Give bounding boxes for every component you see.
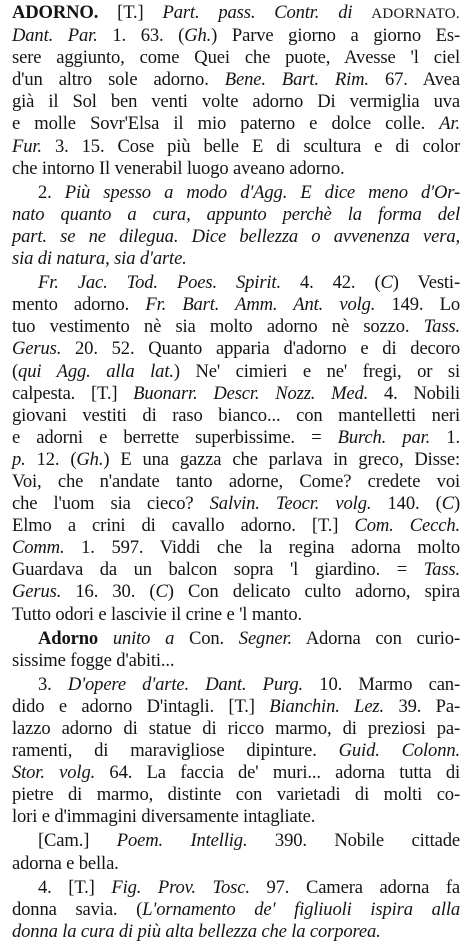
text-line — [12, 921, 460, 943]
italic-text: Tass. — [423, 559, 460, 581]
paragraph-sense-4 — [12, 877, 460, 943]
italic-text: Fr. Bart. Amm. Ant. volg. — [145, 294, 376, 316]
text-line — [12, 762, 460, 784]
text-line — [12, 515, 460, 537]
text-line — [12, 493, 460, 515]
text-line — [12, 604, 460, 626]
italic-text: Gerus. — [12, 581, 62, 603]
text-run: e adorni e berrette superbissime. = — [12, 426, 338, 448]
text-run: 4. 42. ( — [280, 272, 381, 294]
italic-text: C — [155, 581, 168, 603]
italic-text: Com. Cecch. — [354, 515, 460, 537]
text-line — [12, 136, 460, 158]
italic-text: Buonarr. Descr. Nozz. Med. — [133, 382, 369, 404]
italic-text: nato quanto a cura, appunto perchè la forma del — [12, 203, 460, 225]
text-run: e molle Sovr'Elsa il mio paterno e dolce colle. — [12, 113, 440, 135]
italic-text: Comm. — [12, 537, 65, 559]
text-run: tuo vestimento nè sia molto adorno nè sozzo. — [12, 316, 424, 338]
text-run: calpesta. [T.] — [12, 382, 134, 404]
text-run: 67. Avea — [368, 69, 461, 91]
italic-text: Guid. Colonn. — [338, 740, 460, 762]
italic-text: Burch. par. — [337, 426, 431, 448]
text-line — [12, 784, 460, 806]
text-line — [12, 405, 460, 427]
text-run: 1. 63. ( — [112, 25, 185, 47]
text-run: mento adorno. — [12, 294, 146, 316]
text-run: [Cam.] — [38, 830, 117, 852]
text-run: 1. — [430, 426, 460, 448]
text-run: [T.] — [98, 2, 163, 23]
text-run: donna savia. ( — [12, 898, 143, 920]
text-run: ) Con delicato culto adorno, spira — [167, 581, 460, 603]
text-run: Voi, che n'andate tanto adorne, Come? credete voi — [12, 470, 460, 492]
text-line — [12, 361, 460, 383]
text-line — [12, 674, 460, 696]
text-run: Con. — [174, 627, 239, 649]
text-line — [12, 294, 460, 316]
text-run: Guardava da un balcon sopra 'l giardino. = — [12, 559, 424, 581]
text-run: 4. Nobili — [368, 382, 460, 404]
text-line — [12, 899, 460, 921]
text-run: dido e adorno D'intagli. [T.] — [12, 695, 270, 717]
text-run: 20. 52. Quanto appariа d'adorno e di decoro — [61, 338, 460, 360]
italic-text: part. se ne dilegua. Dice bellezza o avvenenza vera, — [12, 225, 460, 247]
text-run: 3. — [38, 673, 68, 695]
text-run: 97. Camera adorna fa — [249, 876, 460, 898]
text-run: 149. Lo — [375, 294, 460, 316]
bold-headword: ADORNO. — [12, 2, 99, 23]
text-line — [12, 537, 460, 559]
italic-text: Fig. Prov. Tosc. — [111, 876, 250, 898]
text-line — [12, 226, 460, 248]
italic-text: Salvin. Teocr. volg. — [209, 493, 372, 515]
italic-text: Tass. — [423, 316, 460, 338]
text-run: 1. 597. Viddi che la regina adorna molto — [64, 537, 460, 559]
text-run: Elmo a crini di cavallo adorno. [T.] — [12, 515, 355, 537]
italic-text: sia di natura, sia d'arte. — [12, 248, 187, 270]
text-run: ) Ne' cimieri e ne' fregi, or si — [173, 360, 460, 382]
text-run: d'un altro sole adorno. — [12, 69, 225, 91]
text-line — [12, 650, 460, 672]
text-run: adorna e bella. — [12, 852, 119, 874]
text-line — [12, 853, 460, 875]
text-run: ) — [453, 493, 461, 515]
text-line — [12, 47, 460, 69]
text-line — [12, 383, 460, 405]
text-run: 16. 30. ( — [61, 581, 156, 603]
text-line — [12, 696, 460, 718]
small-caps-text: ADORNATO. — [371, 6, 460, 22]
text-run: 3. 15. Cose più belle E di scultura e di color — [41, 135, 460, 157]
italic-text: C — [441, 493, 454, 515]
text-line — [12, 471, 460, 493]
text-run: lori e d'immagini diversamente intagliate. — [12, 806, 316, 828]
paragraph-sense-2-examples — [12, 272, 460, 626]
bold-headword: Adorno — [38, 627, 113, 649]
text-line — [12, 25, 460, 47]
text-run: sere aggiunto, come Quei che puote, Avesse 'l ciel — [12, 47, 460, 69]
text-run: ) E una gazza che parlava in greco, Disse: — [103, 448, 460, 470]
text-run: 10. Marmo can- — [303, 673, 460, 695]
italic-text: D'opere d'arte. Dant. Purg. — [67, 673, 304, 695]
text-line — [12, 718, 460, 740]
italic-text: Bianchin. Lez. — [269, 695, 385, 717]
italic-text: Bene. Bart. Rim. — [224, 69, 369, 91]
text-line — [12, 830, 460, 852]
text-run: già il Sol ben venti volte adorno Di vermiglia uva — [12, 91, 460, 113]
text-run: che intorno Il venerabil luogo aveano adorno. — [12, 157, 345, 179]
italic-text: donna la cura di più alta bellezza che la corporea. — [12, 920, 381, 942]
italic-text: Dant. Par. — [12, 25, 113, 47]
text-run: 390. Nobile cittade — [247, 830, 461, 852]
text-run: giovani vestiti di raso bianco... con mantelletti neri — [12, 404, 460, 426]
text-run: ramenti, di maravigliose dipinture. — [12, 740, 339, 762]
text-line — [12, 69, 460, 91]
text-line — [12, 740, 460, 762]
text-line — [12, 338, 460, 360]
text-line — [12, 158, 460, 180]
italic-text: Stor. volg. — [12, 762, 96, 784]
italic-text: Gh. — [184, 25, 212, 47]
italic-text: Fur. — [12, 135, 42, 157]
text-run: lazzo adorno di statue di ricco marmo, di preziosi pa- — [12, 718, 460, 739]
text-run: ) Parve giorno a giorno Es- — [211, 25, 460, 47]
text-run: 140. ( — [371, 493, 442, 515]
text-run: pietre di marmo, distinte con varietadi di molti co- — [12, 784, 460, 806]
italic-text: Gerus. — [12, 338, 62, 360]
text-line — [12, 204, 460, 226]
text-line — [12, 113, 460, 135]
text-line — [12, 806, 460, 828]
text-line — [12, 248, 460, 270]
text-run: che l'uom sia cieco? — [12, 493, 210, 515]
text-line — [12, 427, 460, 449]
italic-text: Ar. — [439, 113, 460, 135]
italic-text: Fr. Jac. Tod. Poes. Spirit. — [38, 272, 281, 294]
italic-text: Part. pass. Contr. di — [162, 2, 372, 23]
text-run: 12. ( — [25, 448, 77, 470]
text-run: Tutto odori e lascivie il crine e 'l manto. — [12, 603, 303, 625]
italic-text: L'ornamento de' figliuoli ispira alla — [142, 898, 460, 920]
italic-text: C — [380, 272, 393, 294]
paragraph-sense-2 — [12, 182, 460, 270]
text-line — [12, 2, 460, 25]
text-line — [12, 91, 460, 113]
paragraph-sense-3 — [12, 674, 460, 829]
text-line — [12, 581, 460, 603]
text-line — [12, 182, 460, 204]
italic-text: unito a — [112, 627, 175, 649]
text-line — [12, 877, 460, 899]
text-line — [12, 316, 460, 338]
text-line — [12, 449, 460, 471]
italic-text: qui Agg. alla lat. — [18, 360, 174, 382]
text-run: ) Vesti- — [392, 272, 460, 294]
italic-text: p. — [12, 448, 26, 470]
text-line — [12, 559, 460, 581]
paragraph-adorna-usage — [12, 628, 460, 672]
paragraph-cam-citation — [12, 830, 460, 874]
text-run: 2. — [38, 181, 65, 203]
italic-text: Segner. — [238, 627, 292, 649]
text-line — [12, 272, 460, 294]
text-run: 39. Pa- — [384, 695, 460, 717]
italic-text: Più spesso a modo d'Agg. E dice meno d'Or- — [64, 181, 460, 203]
text-run: sissime fogge d'abiti... — [12, 649, 175, 671]
text-run: 4. [T.] — [38, 876, 112, 898]
text-run: Adorna con curio- — [291, 627, 460, 649]
text-line — [12, 628, 460, 650]
italic-text: Poem. Intellig. — [116, 830, 248, 852]
text-run: ( — [12, 360, 19, 382]
paragraph-sense-1 — [12, 2, 460, 180]
italic-text: Gh. — [76, 448, 104, 470]
text-run: 64. La faccia de' muri... adorna tutta di — [95, 762, 461, 784]
